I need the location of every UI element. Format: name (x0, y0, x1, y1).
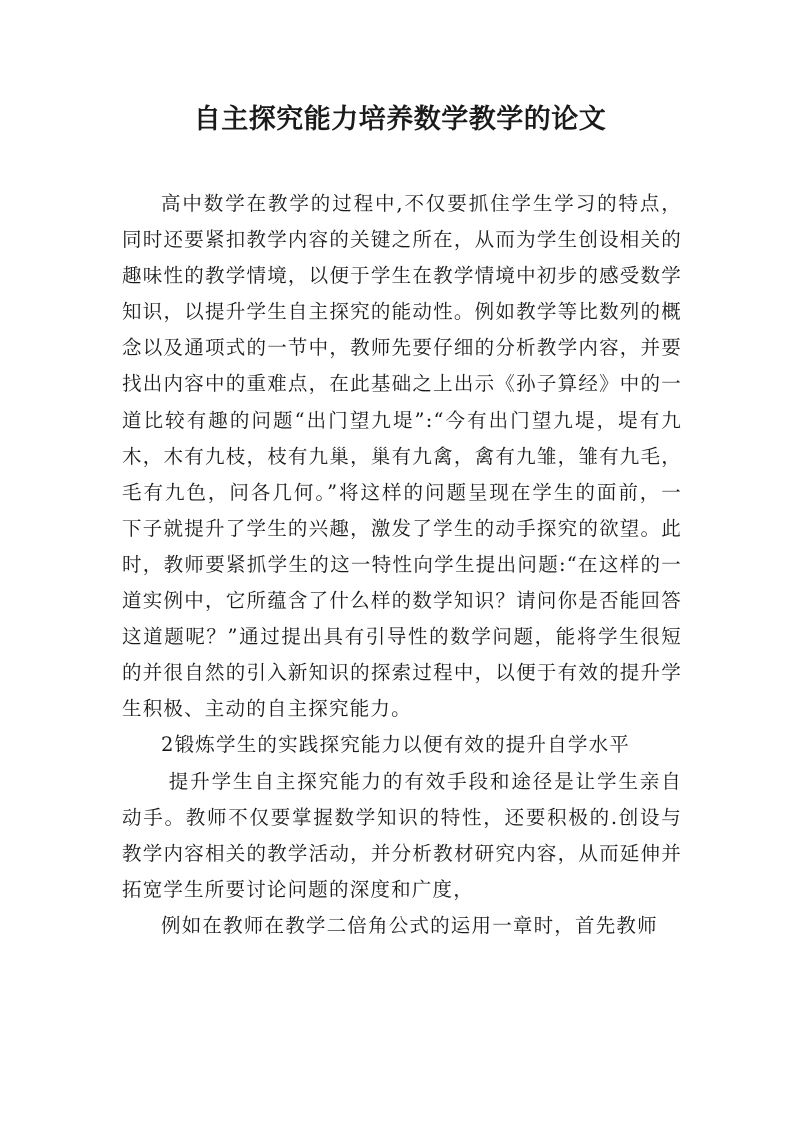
paragraph-practice: 提升学生自主探究能力的有效手段和途径是让学生亲自动手。教师不仅要掌握数学知识的特性，还要积极的.创设与教学内容相关的教学活动，并分析教材研究内容，从而延伸并拓宽学生所要讨论问题的深度和广度， (122, 769, 682, 901)
document-body (122, 186, 682, 944)
section-heading: 2锻炼学生的实践探究能力以便有效的提升自学水平 (161, 733, 631, 757)
paragraph-intro: 高中数学在教学的过程中,不仅要抓住学生学习的特点，同时还要紧扣教学内容的关键之所在，从而为学生创设相关的趣味性的教学情境，以便于学生在教学情境中初步的感受数学知识，以提升学生自主探究的能动性。例如教学等比数列的概念以及通项式的一节中，教师先要仔细的分析教学内容，并要找出内容中的重难点，在此基础之上出示《孙子算经》中的一道比较有趣的问题“出门望九堤”:“今有出门望九堤，堤有九木，木有九枝，枝有九巢，巢有九禽，禽有九雏，雏有九毛，毛有九色，问各几何。”将这样的问题呈现在学生的面前，一下子就提升了学生的兴趣，激发了学生的动手探究的欲望。此时，教师要紧抓学生的这一特性向学生提出问题:“在这样的一道实例中，它所蕴含了什么样的数学知识？请问你是否能回答这道题呢？”通过提出具有引导性的数学问题，能将学生很短的并很自然的引入新知识的探索过程中，以便于有效的提升学生积极、主动的自主探究能力。 (122, 192, 682, 721)
paragraph-example: 例如在教师在教学二倍角公式的运用一章时，首先教师 (161, 913, 658, 937)
document-title: 自主探究能力培养数学教学的论文 (193, 104, 607, 135)
